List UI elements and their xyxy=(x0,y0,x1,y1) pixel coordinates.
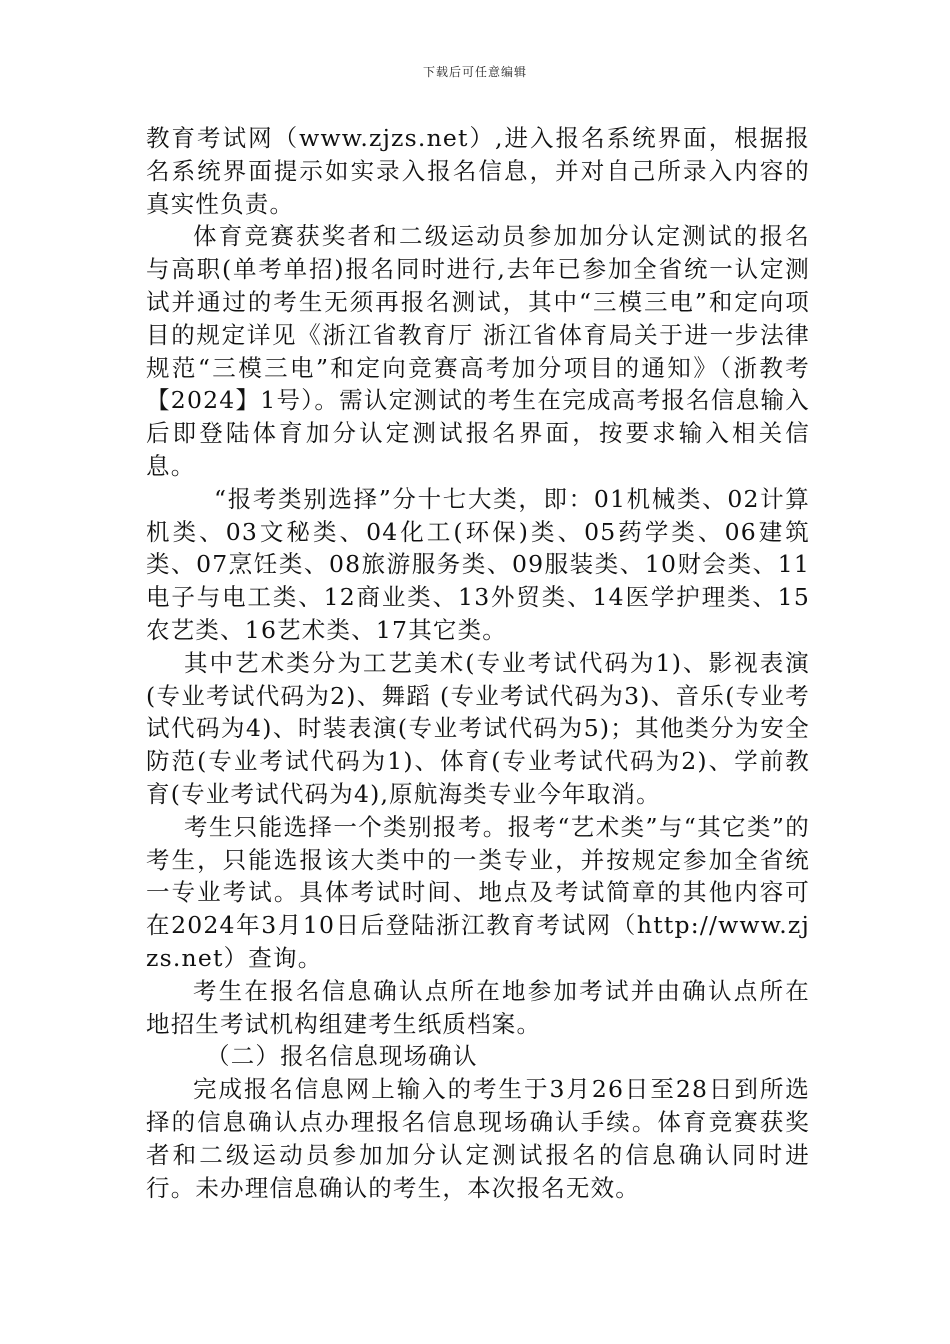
section-heading-onsite-confirmation: （二）报名信息现场确认 xyxy=(206,1042,478,1071)
paragraph-exam-location-archive: 考生在报名信息确认点所在地参加考试并由确认点所在地招生考试机构组建考生纸质档案。 xyxy=(146,976,810,1038)
paragraph-onsite-confirmation-dates: 完成报名信息网上输入的考生于3月26日至28日到所选择的信息确认点办理报名信息现场确认手续。体育竞赛获奖者和二级运动员参加加分认定测试报名的信息确认同时进行。未办理信息确认的考生，本次报名无效。 xyxy=(146,1075,810,1202)
paragraph-art-and-other-categories: 其中艺术类分为工艺美术(专业考试代码为1)、影视表演 (专业考试代码为2)、舞蹈 (专业考试代码为3)、音乐(专业考试代码为4)、时装表演(专业考试代码为5)；其他类分为安全防范(专业考试代码为1)、体育(专业考试代码为2)、学前教育(专业考试代码为4),原航海类专业今年取消。 xyxy=(146,648,810,808)
paragraph-single-category-rule: 考生只能选择一个类别报考。报考“艺术类”与“其它类”的考生，只能选报该大类中的一类专业，并按规定参加全省统一专业考试。具体考试时间、地点及考试简章的其他内容可在2024年3月10日后登陆浙江教育考试网（http://www.zjzs.net）查询。 xyxy=(146,812,810,972)
paragraph-sports-bonus-test: 体育竞赛获奖者和二级运动员参加加分认定测试的报名与高职(单考单招)报名同时进行,去年已参加全省统一认定测试并通过的考生无须再报名测试，其中“三模三电”和定向项目的规定详见《浙江省教育厅 浙江省体育局关于进一步法律规范“三模三电”和定向竞赛高考加分项目的通知》（浙教考【2024】1号）。需认定测试的考生在完成高考报名信息输入后即登陆体育加分认定测试报名界面，按要求输入相关信息。 xyxy=(146,222,810,480)
page-header-note: 下载后可任意编辑 xyxy=(422,65,527,79)
paragraph-exam-categories: “报考类别选择”分十七大类，即：01机械类、02计算机类、03文秘类、04化工(环保)类、05药学类、06建筑类、07烹饪类、08旅游服务类、09服装类、10财会类、11电子与电工类、12商业类、13外贸类、14医学护理类、15农艺类、16艺术类、17其它类。 xyxy=(146,484,810,644)
document-body xyxy=(146,122,810,1204)
paragraph-registration-system: 教育考试网（www.zjzs.net）,进入报名系统界面，根据报名系统界面提示如实录入报名信息，并对自己所录入内容的真实性负责。 xyxy=(146,124,810,218)
